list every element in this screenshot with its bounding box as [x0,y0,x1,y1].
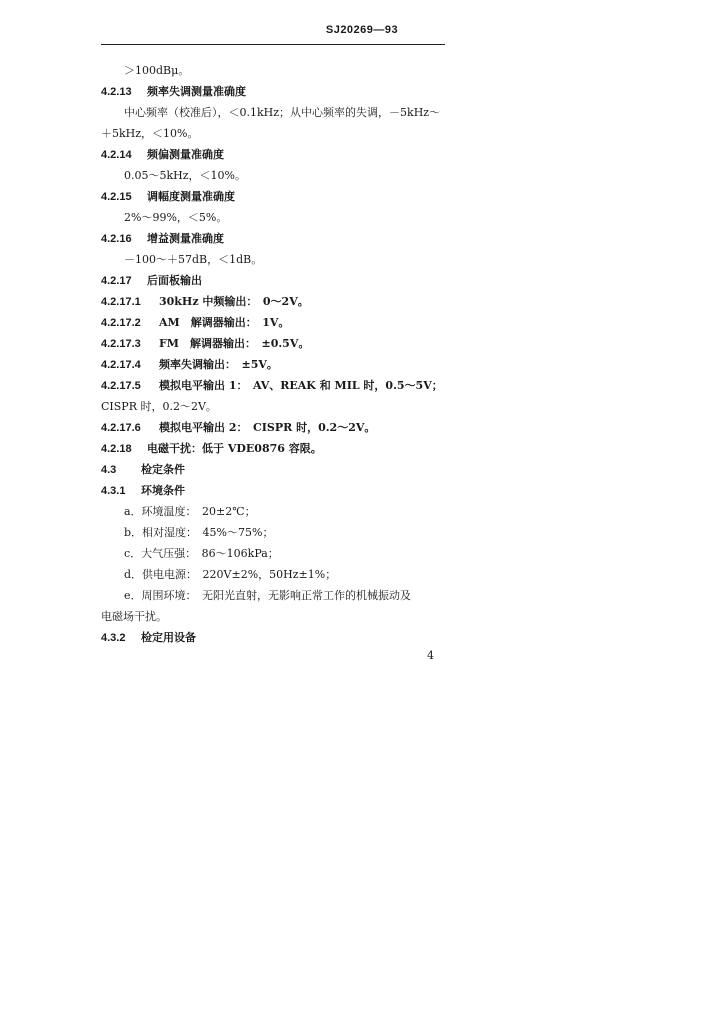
section-number: 4.2.18 [101,443,132,455]
list-item [101,543,451,564]
section-title: 频率失调输出： ±5V。 [159,358,278,371]
section-number: 4.2.17 [101,275,132,287]
section-number: 4.2.17.6 [101,422,141,434]
line-text: 2%～99%，＜5%。 [124,211,228,224]
subsection-heading [101,354,451,375]
list-item-text: c．大气压强： 86～106kPa； [124,547,279,560]
text-line [101,606,451,627]
subsection-heading [101,291,451,312]
section-title: FM 解调器输出： ±0.5V。 [159,337,310,350]
line-text: ＞100dBμ。 [124,64,190,77]
text-line [101,102,451,123]
line-text: ＋5kHz，＜10%。 [101,127,199,140]
section-title: AM 解调器输出： 1V。 [159,316,290,329]
section-number: 4.3 [101,464,117,476]
section-title: 模拟电平输出 2： CISPR 时，0.2～2V。 [159,421,376,434]
section-title: 电磁干扰：低于 VDE0876 容限。 [147,442,322,455]
section-heading [101,480,451,501]
section-number: 4.2.15 [101,191,132,203]
section-number: 4.2.17.2 [101,317,141,329]
section-number: 4.2.14 [101,149,132,161]
section-title: 频率失调测量准确度 [147,85,246,98]
document-body [101,60,451,648]
line-text: －100～＋57dB，＜1dB。 [124,253,263,266]
section-title: 检定条件 [141,463,185,476]
section-title: 后面板输出 [147,274,202,287]
section-number: 4.2.13 [101,86,132,98]
section-number: 4.2.16 [101,233,132,245]
section-title: 环境条件 [141,484,185,497]
subsection-heading [101,333,451,354]
list-item [101,522,451,543]
section-number: 4.2.17.4 [101,359,141,371]
section-number: 4.2.17.3 [101,338,141,350]
section-heading [101,459,451,480]
text-line [101,165,451,186]
list-item-text: e．周围环境： 无阳光直射，无影响正常工作的机械振动及 [124,589,412,602]
section-number: 4.2.17.5 [101,380,141,392]
text-line [101,249,451,270]
text-line [101,207,451,228]
list-item [101,585,451,606]
section-title: 30kHz 中频输出： 0～2V。 [159,295,309,308]
section-number: 4.3.2 [101,632,126,644]
section-heading [101,144,451,165]
document-code: SJ20269—93 [325,24,399,36]
list-item [101,501,451,522]
page-number: 4 [427,649,434,662]
section-number: 4.3.1 [101,485,126,497]
section-heading [101,627,451,648]
list-item [101,564,451,585]
text-line [101,396,451,417]
text-line [101,123,451,144]
section-heading [101,228,451,249]
section-heading [101,81,451,102]
subsection-heading [101,375,451,396]
section-heading [101,270,451,291]
list-item-text: a．环境温度： 20±2℃； [124,505,256,518]
section-heading [101,186,451,207]
header-rule [101,44,445,45]
line-text: CISPR 时，0.2～2V。 [101,400,217,413]
text-line [101,60,451,81]
subsection-heading [101,417,451,438]
line-text: 电磁场干扰。 [101,610,167,623]
section-title: 频偏测量准确度 [147,148,224,161]
line-text: 中心频率（校准后），＜0.1kHz；从中心频率的失调，－5kHz～ [124,106,441,119]
section-number: 4.2.17.1 [101,296,141,308]
section-title: 检定用设备 [141,631,196,644]
subsection-heading [101,312,451,333]
section-title: 调幅度测量准确度 [147,190,235,203]
list-item-text: b．相对湿度： 45%～75%； [124,526,274,539]
line-text: 0.05～5kHz，＜10%。 [124,169,246,182]
section-title: 模拟电平输出 1： AV、REAK 和 MIL 时，0.5～5V； [159,379,443,392]
list-item-text: d．供电电源： 220V±2%，50Hz±1%； [124,568,337,581]
section-title: 增益测量准确度 [147,232,224,245]
section-heading [101,438,451,459]
